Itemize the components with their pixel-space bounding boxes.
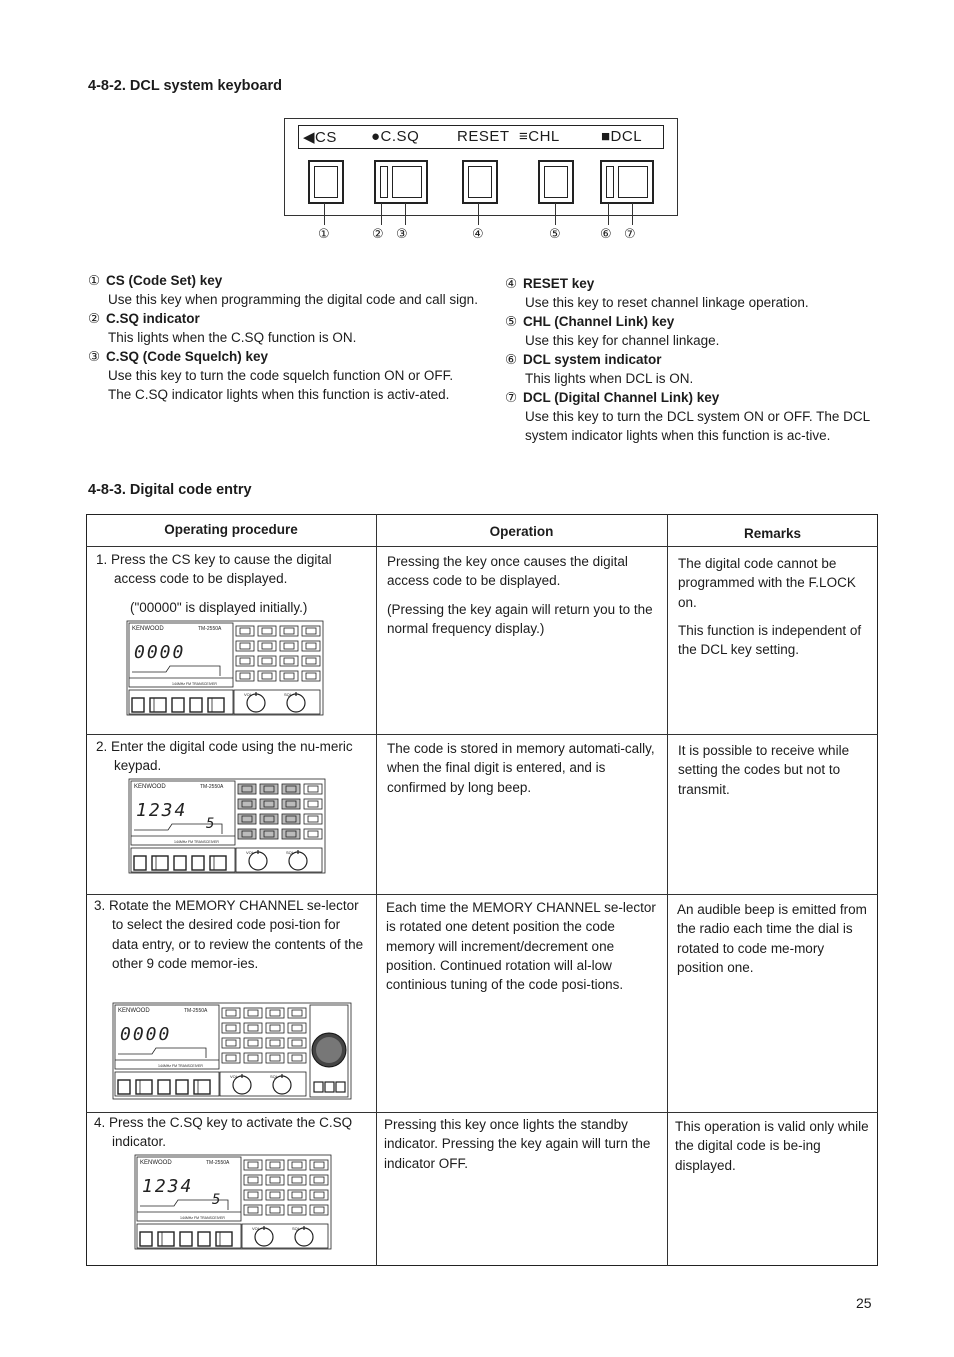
list-item: ② C.SQ indicator This lights when the C.SQ function is ON. (88, 311, 357, 345)
svg-text:TM-2550A: TM-2550A (184, 1008, 208, 1014)
svg-text:VOL: VOL (246, 850, 255, 855)
svg-text:144MHz FM TRANSCEIVER: 144MHz FM TRANSCEIVER (180, 1216, 225, 1220)
label-dcl: ■DCL (601, 128, 643, 145)
table-row: 4. Press the C.SQ key to activate the C.SQ indicator. (94, 1115, 353, 1150)
radio-display-code: 0000 (134, 642, 186, 663)
radio-illustration (112, 1002, 352, 1100)
dcl-indicator (606, 166, 614, 198)
key-descriptions-left (88, 271, 478, 404)
cs-key[interactable] (308, 160, 344, 204)
table-header-procedure: Operating procedure (164, 522, 298, 537)
radio-display-code: 0000 (120, 1024, 172, 1045)
svg-text:144MHz FM TRANSCEIVER: 144MHz FM TRANSCEIVER (158, 1064, 203, 1068)
label-csq: ●C.SQ (371, 128, 420, 145)
section-title-digital-code-entry: 4-8-3. Digital code entry (88, 482, 252, 498)
marker-1: ① (318, 226, 330, 241)
svg-text:VOL: VOL (244, 692, 253, 697)
key-descriptions-right (505, 274, 883, 445)
keyboard-label-strip (298, 125, 664, 149)
svg-text:VOL: VOL (252, 1226, 261, 1231)
svg-text:KENWOOD: KENWOOD (134, 784, 166, 790)
svg-text:SQL: SQL (284, 692, 293, 697)
radio-illustration (126, 620, 324, 716)
svg-text:5: 5 (212, 1192, 221, 1208)
marker-7: ⑦ (624, 226, 636, 241)
table-header-operation: Operation (489, 524, 554, 539)
csq-key[interactable] (374, 160, 428, 204)
marker-3: ③ (396, 226, 408, 241)
reset-key[interactable] (462, 160, 498, 204)
radio-illustration (128, 778, 326, 874)
list-item: ③ C.SQ (Code Squelch) key Use this key to turn the code squelch function ON or OFF. The C.SQ indicator lights when this function is activ-ated. (88, 349, 454, 402)
marker-6: ⑥ (600, 226, 612, 241)
label-cs: ◀CS (303, 129, 337, 146)
radio-illustration (134, 1154, 332, 1250)
marker-4: ④ (472, 226, 484, 241)
section-title-dcl-keyboard: 4-8-2. DCL system keyboard (88, 78, 282, 94)
list-item: ⑦ DCL (Digital Channel Link) key Use this key to turn the DCL system ON or OFF. The DCL system indicator lights when this function is ac-tive. (505, 390, 870, 443)
chl-key[interactable] (538, 160, 574, 204)
label-reset: RESET (457, 128, 510, 145)
list-item: ⑥ DCL system indicator This lights when DCL is ON. (505, 352, 694, 386)
list-item: ⑤ CHL (Channel Link) key Use this key for channel linkage. (505, 314, 720, 348)
radio-display-code: 1234 (142, 1176, 194, 1197)
svg-text:TM-2550A: TM-2550A (200, 784, 224, 790)
page-number: 25 (856, 1295, 872, 1311)
svg-text:KENWOOD: KENWOOD (118, 1008, 150, 1014)
svg-text:144MHz FM TRANSCEIVER: 144MHz FM TRANSCEIVER (174, 840, 219, 844)
table-row: 1. Press the CS key to cause the digital access code to be displayed. ("00000" is displayed initially.) (96, 552, 332, 615)
svg-text:KENWOOD: KENWOOD (132, 626, 164, 632)
table-header-remarks: Remarks (743, 526, 802, 541)
table-row: 2. Enter the digital code using the nu-meric keypad. (96, 739, 353, 774)
list-item: ④ RESET key Use this key to reset channel linkage operation. (505, 276, 809, 310)
svg-text:SQL: SQL (286, 850, 295, 855)
dcl-key[interactable] (600, 160, 654, 204)
table-row: 3. Rotate the MEMORY CHANNEL se-lector to select the desired code posi-tion for data entry, or to review the contents of the other 9 code memor-ies. (94, 898, 364, 971)
radio-display-code: 1234 (136, 800, 188, 821)
list-item: ① CS (Code Set) key Use this key when programming the digital code and call sign. (88, 273, 478, 307)
svg-text:TM-2550A: TM-2550A (206, 1160, 230, 1166)
svg-text:144MHz FM TRANSCEIVER: 144MHz FM TRANSCEIVER (172, 682, 217, 686)
label-chl: ≡CHL (519, 128, 560, 145)
svg-text:KENWOOD: KENWOOD (140, 1160, 172, 1166)
marker-2: ② (372, 226, 384, 241)
marker-5: ⑤ (549, 226, 561, 241)
svg-text:TM-2550A: TM-2550A (198, 626, 222, 632)
svg-text:5: 5 (206, 816, 215, 832)
csq-indicator (380, 166, 388, 198)
svg-text:SQL: SQL (270, 1074, 279, 1079)
svg-text:VOL: VOL (230, 1074, 239, 1079)
svg-text:SQL: SQL (292, 1226, 301, 1231)
